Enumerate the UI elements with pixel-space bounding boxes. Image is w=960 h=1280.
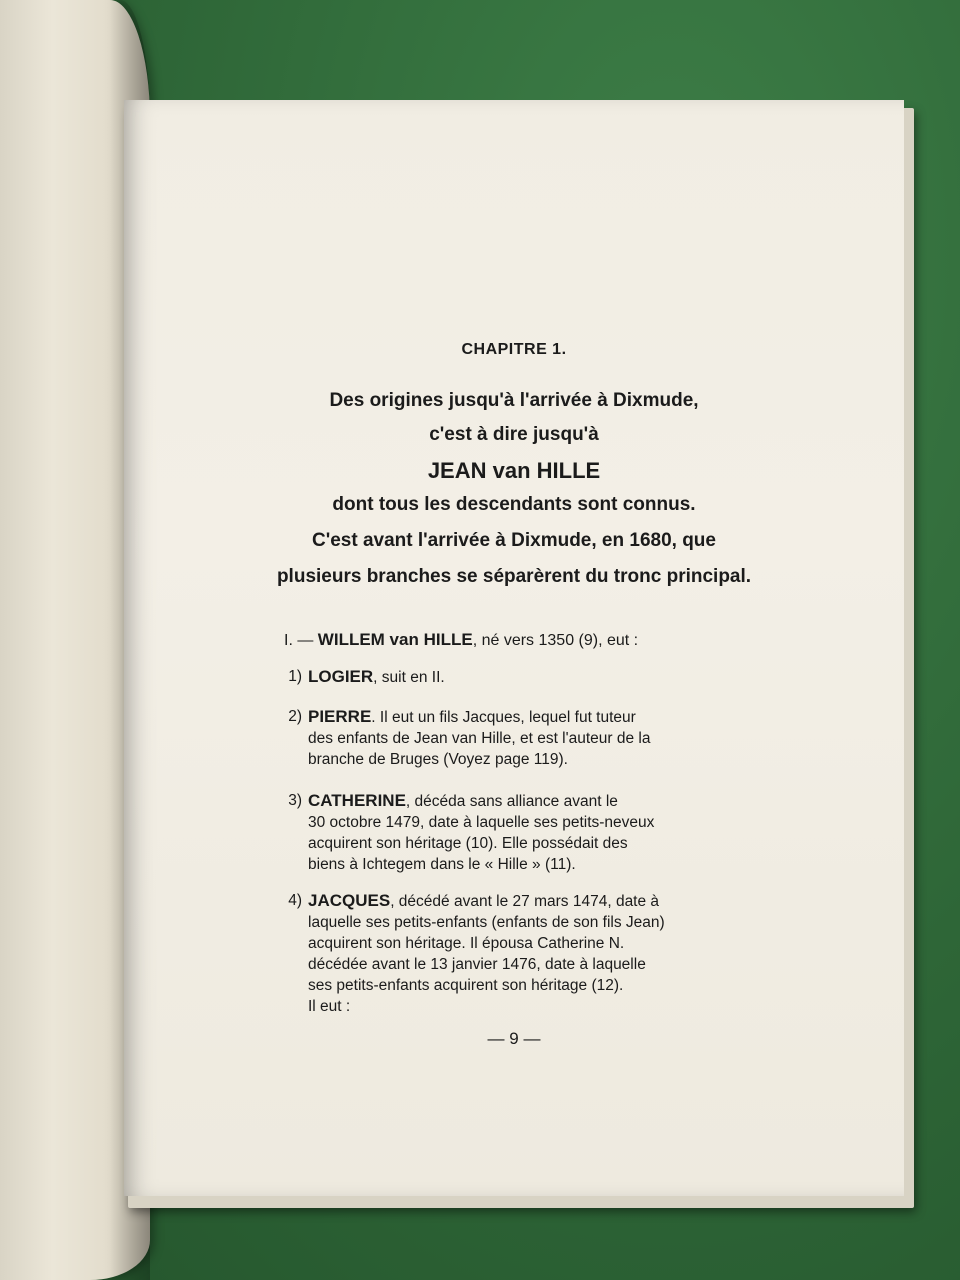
- chapter-heading-name: JEAN van HILLE: [427, 458, 601, 483]
- list-item-text: [308, 790, 778, 875]
- list-item-name: JACQUES: [308, 891, 391, 910]
- list-item-number: 2): [288, 708, 302, 725]
- chapter-heading-line-1: Des origines jusqu'à l'arrivée à Dixmude,: [329, 390, 699, 411]
- page-content: [124, 100, 904, 1196]
- list-item-number: 4): [288, 892, 302, 909]
- list-item-name: CATHERINE: [308, 791, 406, 810]
- list-item-text: [308, 706, 778, 770]
- list-item-line: ses petits-enfants acquirent son héritage (12).: [308, 977, 624, 994]
- list-item-line: , décéda sans alliance avant le: [405, 793, 618, 810]
- chapter-subheading-line-1: dont tous les descendants sont connus.: [332, 494, 696, 515]
- chapter-subheading-line-2: C'est avant l'arrivée à Dixmude, en 1680, que: [311, 530, 716, 551]
- list-item-line: laquelle ses petits-enfants (enfants de son fils Jean): [308, 914, 665, 931]
- chapter-subheading-line-3: plusieurs branches se séparèrent du tronc principal.: [276, 566, 752, 587]
- list-item-line: , décédé avant le 27 mars 1474, date à: [390, 893, 660, 910]
- entry-name: WILLEM van HILLE: [317, 630, 473, 649]
- list-item-name: LOGIER: [308, 667, 374, 686]
- list-item-text: [308, 890, 778, 996]
- list-item-number: 3): [288, 792, 302, 809]
- entry-text: , né vers 1350 (9), eut :: [472, 632, 639, 649]
- entry-number: I. —: [284, 632, 314, 649]
- list-item-line: biens à Ichtegem dans le « Hille » (11).: [308, 856, 576, 873]
- list-item-line: des enfants de Jean van Hille, et est l'auteur de la: [308, 730, 651, 747]
- list-item-number: 1): [288, 668, 302, 685]
- list-item-line: . Il eut un fils Jacques, lequel fut tuteur: [371, 709, 636, 726]
- list-item-line: acquirent son héritage (10). Elle possédait des: [308, 835, 628, 852]
- chapter-heading-line-2: c'est à dire jusqu'à: [429, 424, 599, 445]
- list-item-line: branche de Bruges (Voyez page 119).: [308, 751, 568, 768]
- list-item-line: décédée avant le 13 janvier 1476, date à laquelle: [308, 956, 646, 973]
- list-item-text: [308, 666, 778, 688]
- list-item-tail: Il eut :: [308, 998, 351, 1015]
- genealogy-entry-heading: [284, 630, 638, 650]
- list-item-line: acquirent son héritage. Il épousa Catherine N.: [308, 935, 625, 952]
- page-number: — 9 —: [487, 1029, 541, 1048]
- list-item-name: PIERRE: [308, 707, 372, 726]
- list-item-line: 30 octobre 1479, date à laquelle ses petits-neveux: [308, 814, 655, 831]
- list-item-line: , suit en II.: [373, 669, 445, 686]
- book-page: [124, 100, 904, 1196]
- chapter-title: CHAPITRE 1.: [461, 341, 567, 358]
